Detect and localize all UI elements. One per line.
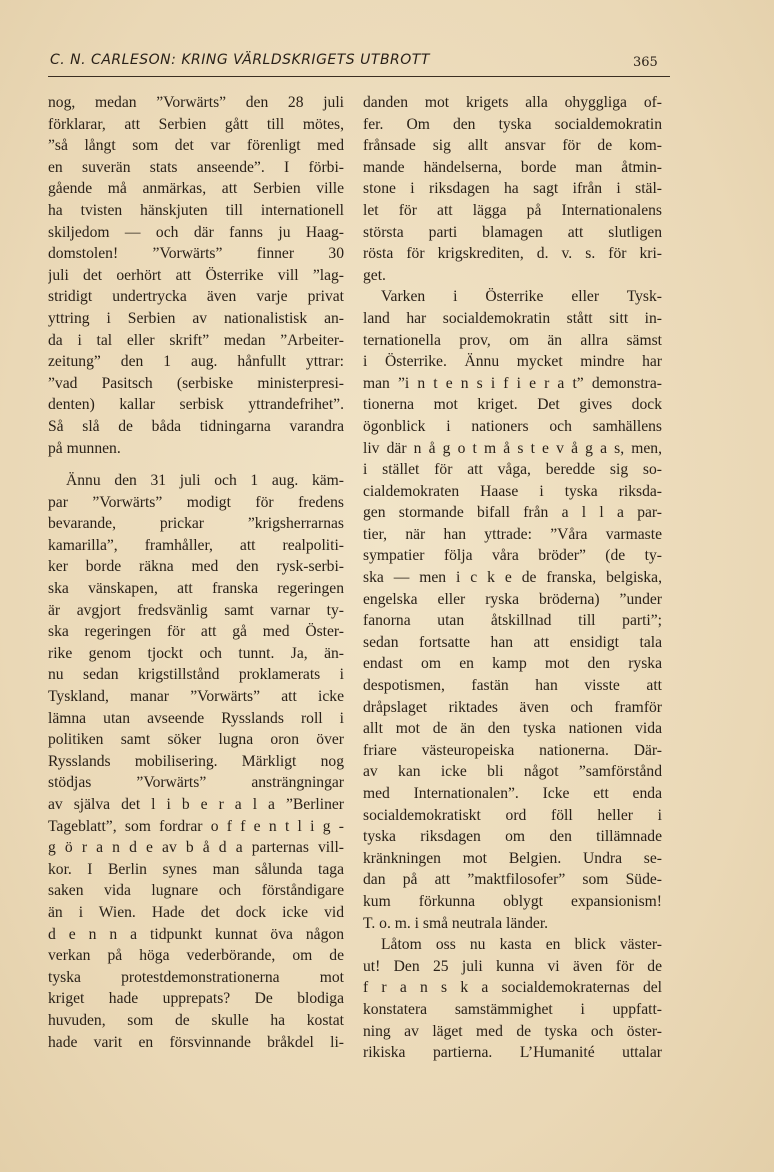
text-line: med Internationalen”. Icke ett enda <box>363 785 662 802</box>
text-line: gen stormande bifall från a l l a par- <box>363 504 662 522</box>
text-line: ”vad Pasitsch (serbiske ministerpresi- <box>48 374 344 392</box>
text-line: land har socialdemokratin stått sitt in- <box>363 309 662 327</box>
text-line: i stället för att våga, beredde sig so- <box>363 461 662 479</box>
text-line: tier, när han yttrade: ”Våra varmaste <box>363 525 662 543</box>
text-line: friare västeuropeiska nationerna. Där- <box>363 741 662 759</box>
text-line: engelska eller ryska bröderna) ”under <box>363 590 662 608</box>
text-line: Rysslands mobilisering. Märkligt nog <box>48 752 344 770</box>
paragraph <box>48 470 344 1053</box>
text-line: frånsade sig allt ansvar för de kom- <box>363 137 662 155</box>
text-line: stridigt undertrycka även varje privat <box>48 288 344 306</box>
text-line: denten) kallar serbisk yttrandefrihet”. <box>48 396 344 414</box>
text-line: av själva det l i b e r a l a ”Berliner <box>48 796 344 813</box>
text-line: är avgjort fredsvänlig samt varnar ty- <box>48 601 344 619</box>
text-line: än i Wien. Hade det dock icke vid <box>48 903 344 921</box>
text-line: tionerna mot kriget. Det gives dock <box>363 396 662 414</box>
text-line: ska vänskapen, att franska regeringen <box>48 580 344 598</box>
text-line: största parti blamagen att slutligen <box>363 223 662 241</box>
text-line: dan på att ”maktfilosofer” som Süde- <box>363 871 662 889</box>
text-line: bevarande, prickar ”krigsherrarnas <box>48 515 344 533</box>
text-line: skiljedom — och där fanns ju Haag- <box>48 223 344 241</box>
text-line: kränkningen mot Belgien. Undra se- <box>363 849 662 867</box>
left-column <box>48 92 344 1053</box>
text-line: ning av läget med de tyska och öster- <box>363 1022 662 1040</box>
text-line: dråpslaget riktades även och framför <box>363 698 662 716</box>
paragraph-gap <box>48 459 344 470</box>
text-line: kamarilla”, framhåller, att realpoliti- <box>48 536 344 554</box>
text-line: sympatier följa våra bröder” (de ty- <box>363 547 662 565</box>
text-line: ska regeringen för att gå med Öster- <box>48 623 344 641</box>
paragraph <box>363 92 662 286</box>
text-line: kum förkunna oblygt expansionism! <box>363 892 662 910</box>
text-line: kriget hade upprepats? De blodiga <box>48 990 344 1008</box>
text-line: rikiska partierna. L’Humanité uttalar <box>363 1044 662 1062</box>
text-line: fanorna utan åtskillnad till parti”; <box>363 612 662 630</box>
text-line: domstolen! ”Vorwärts” finner 30 <box>48 245 344 263</box>
text-line: ut! Den 25 juli kunna vi även för de <box>363 957 662 975</box>
text-line: zeitung” den 1 aug. hånfullt yttrar: <box>48 353 344 371</box>
text-line: rike genom tjockt och tunnt. Ja, än- <box>48 644 344 662</box>
text-line: let för att lägga på Internationalens <box>363 201 662 219</box>
text-line: Varken i Österrike eller Tysk- <box>381 288 662 306</box>
text-line: tyska protestdemonstrationerna mot <box>48 968 344 986</box>
text-line: rösta för krigskrediten, d. v. s. för kri- <box>363 245 662 263</box>
text-line: juli det oerhört att Österrike vill ”lag- <box>48 266 344 284</box>
text-line: nog, medan ”Vorwärts” den 28 juli <box>48 94 344 111</box>
text-line: saken vida lugnare och förståndigare <box>48 882 344 900</box>
text-line: endast om en kamp mot den ryska <box>363 655 662 673</box>
text-line: cialdemokraten Haase i tyska riksda- <box>363 482 662 500</box>
text-line: gående må anmärkas, att Serbien ville <box>48 180 344 198</box>
text-line: ”så långt som det var förenligt med <box>48 137 344 155</box>
text-line: lämna utan avseende Rysslands roll i <box>48 709 344 727</box>
text-line: f r a n s k a socialdemokraternas del <box>363 979 662 997</box>
text-line: man ”i n t e n s i f i e r a t” demonstra- <box>363 374 662 392</box>
text-line: ker borde räkna med den rysk-serbi- <box>48 558 344 576</box>
text-line: Tageblatt”, som fordrar o f f e n t l i g - <box>48 817 344 835</box>
text-line: liv där n å g o t m å s t e v å g a s, men, <box>363 439 662 457</box>
text-line: fer. Om den tyska socialdemokratin <box>363 115 662 133</box>
text-line: förklarar, att Serbien gått till mötes, <box>48 115 344 133</box>
text-line: Ännu den 31 juli och 1 aug. käm- <box>66 472 344 490</box>
text-line: mande händelserna, borde man åtmin- <box>363 158 662 176</box>
text-line: huvuden, som de skulle ha kostat <box>48 1011 344 1029</box>
text-line: kor. I Berlin synes man sålunda taga <box>48 860 344 878</box>
text-line: stone i riksdagen ha sagt ifrån i stäl- <box>363 180 662 198</box>
text-line: av kan icke bli något ”samförstånd <box>363 763 662 781</box>
page-number: 365 <box>633 55 658 70</box>
text-line: d e n n a tidpunkt kunnat öva någon <box>48 925 344 943</box>
running-header-title: C. N. CARLESON: KRING VÄRLDSKRIGETS UTBROTT <box>50 52 430 68</box>
text-line: da i tal eller skrift” medan ”Arbeiter- <box>48 331 344 349</box>
text-line: ha tvisten hänskjuten till internationell <box>48 201 344 219</box>
text-line: hade varit en försvinnande bråkdel li- <box>48 1033 344 1051</box>
text-line: stödjas ”Vorwärts” ansträngningar <box>48 774 344 792</box>
text-line: en suverän stats anseende”. I förbi- <box>48 158 344 176</box>
text-line: tyska riksdagen om den tillämnade <box>363 828 662 846</box>
text-line: politiken samt söker lugna oron över <box>48 731 344 749</box>
text-line: sedan fortsatte han att ensidigt tala <box>363 633 662 651</box>
paragraph <box>363 286 662 934</box>
text-line: ska — men i c k e de franska, belgiska, <box>363 569 662 587</box>
text-line: i Österrike. Ännu mycket mindre har <box>363 353 662 371</box>
text-line: danden mot krigets alla ohyggliga of- <box>363 94 662 111</box>
right-column <box>363 92 662 1064</box>
text-line: allt mot de än den tyska nationen vida <box>363 720 662 738</box>
text-line: Tyskland, manar ”Vorwärts” att icke <box>48 688 344 706</box>
text-line: konstatera samstämmighet i uppfatt- <box>363 1000 662 1018</box>
paragraph <box>363 934 662 1064</box>
text-line: Så slå de båda tidningarna varandra <box>48 417 344 435</box>
text-line: ögonblick i nationers och samhällens <box>363 417 662 435</box>
text-line: Låtom oss nu kasta en blick väster- <box>381 936 662 954</box>
text-line: socialdemokratiskt ord föll heller i <box>363 806 662 824</box>
header-rule <box>48 76 670 77</box>
text-line: T. o. m. i små neutrala länder. <box>363 914 549 932</box>
text-line: g ö r a n d e av b å d a parternas vill- <box>48 839 344 857</box>
text-line: verkan på höga vederbörande, om de <box>48 947 344 965</box>
paragraph <box>48 92 344 459</box>
text-line: ternationella prov, om än allra sämst <box>363 331 662 349</box>
text-line: yttring i Serbien av nationalistisk an- <box>48 309 344 327</box>
text-line: get. <box>363 266 386 284</box>
text-line: på munnen. <box>48 439 121 457</box>
text-line: par ”Vorwärts” modigt för fredens <box>48 493 344 511</box>
text-line: despotismen, fastän han visste att <box>363 677 662 695</box>
text-line: nu sedan krigstillstånd proklamerats i <box>48 666 344 684</box>
